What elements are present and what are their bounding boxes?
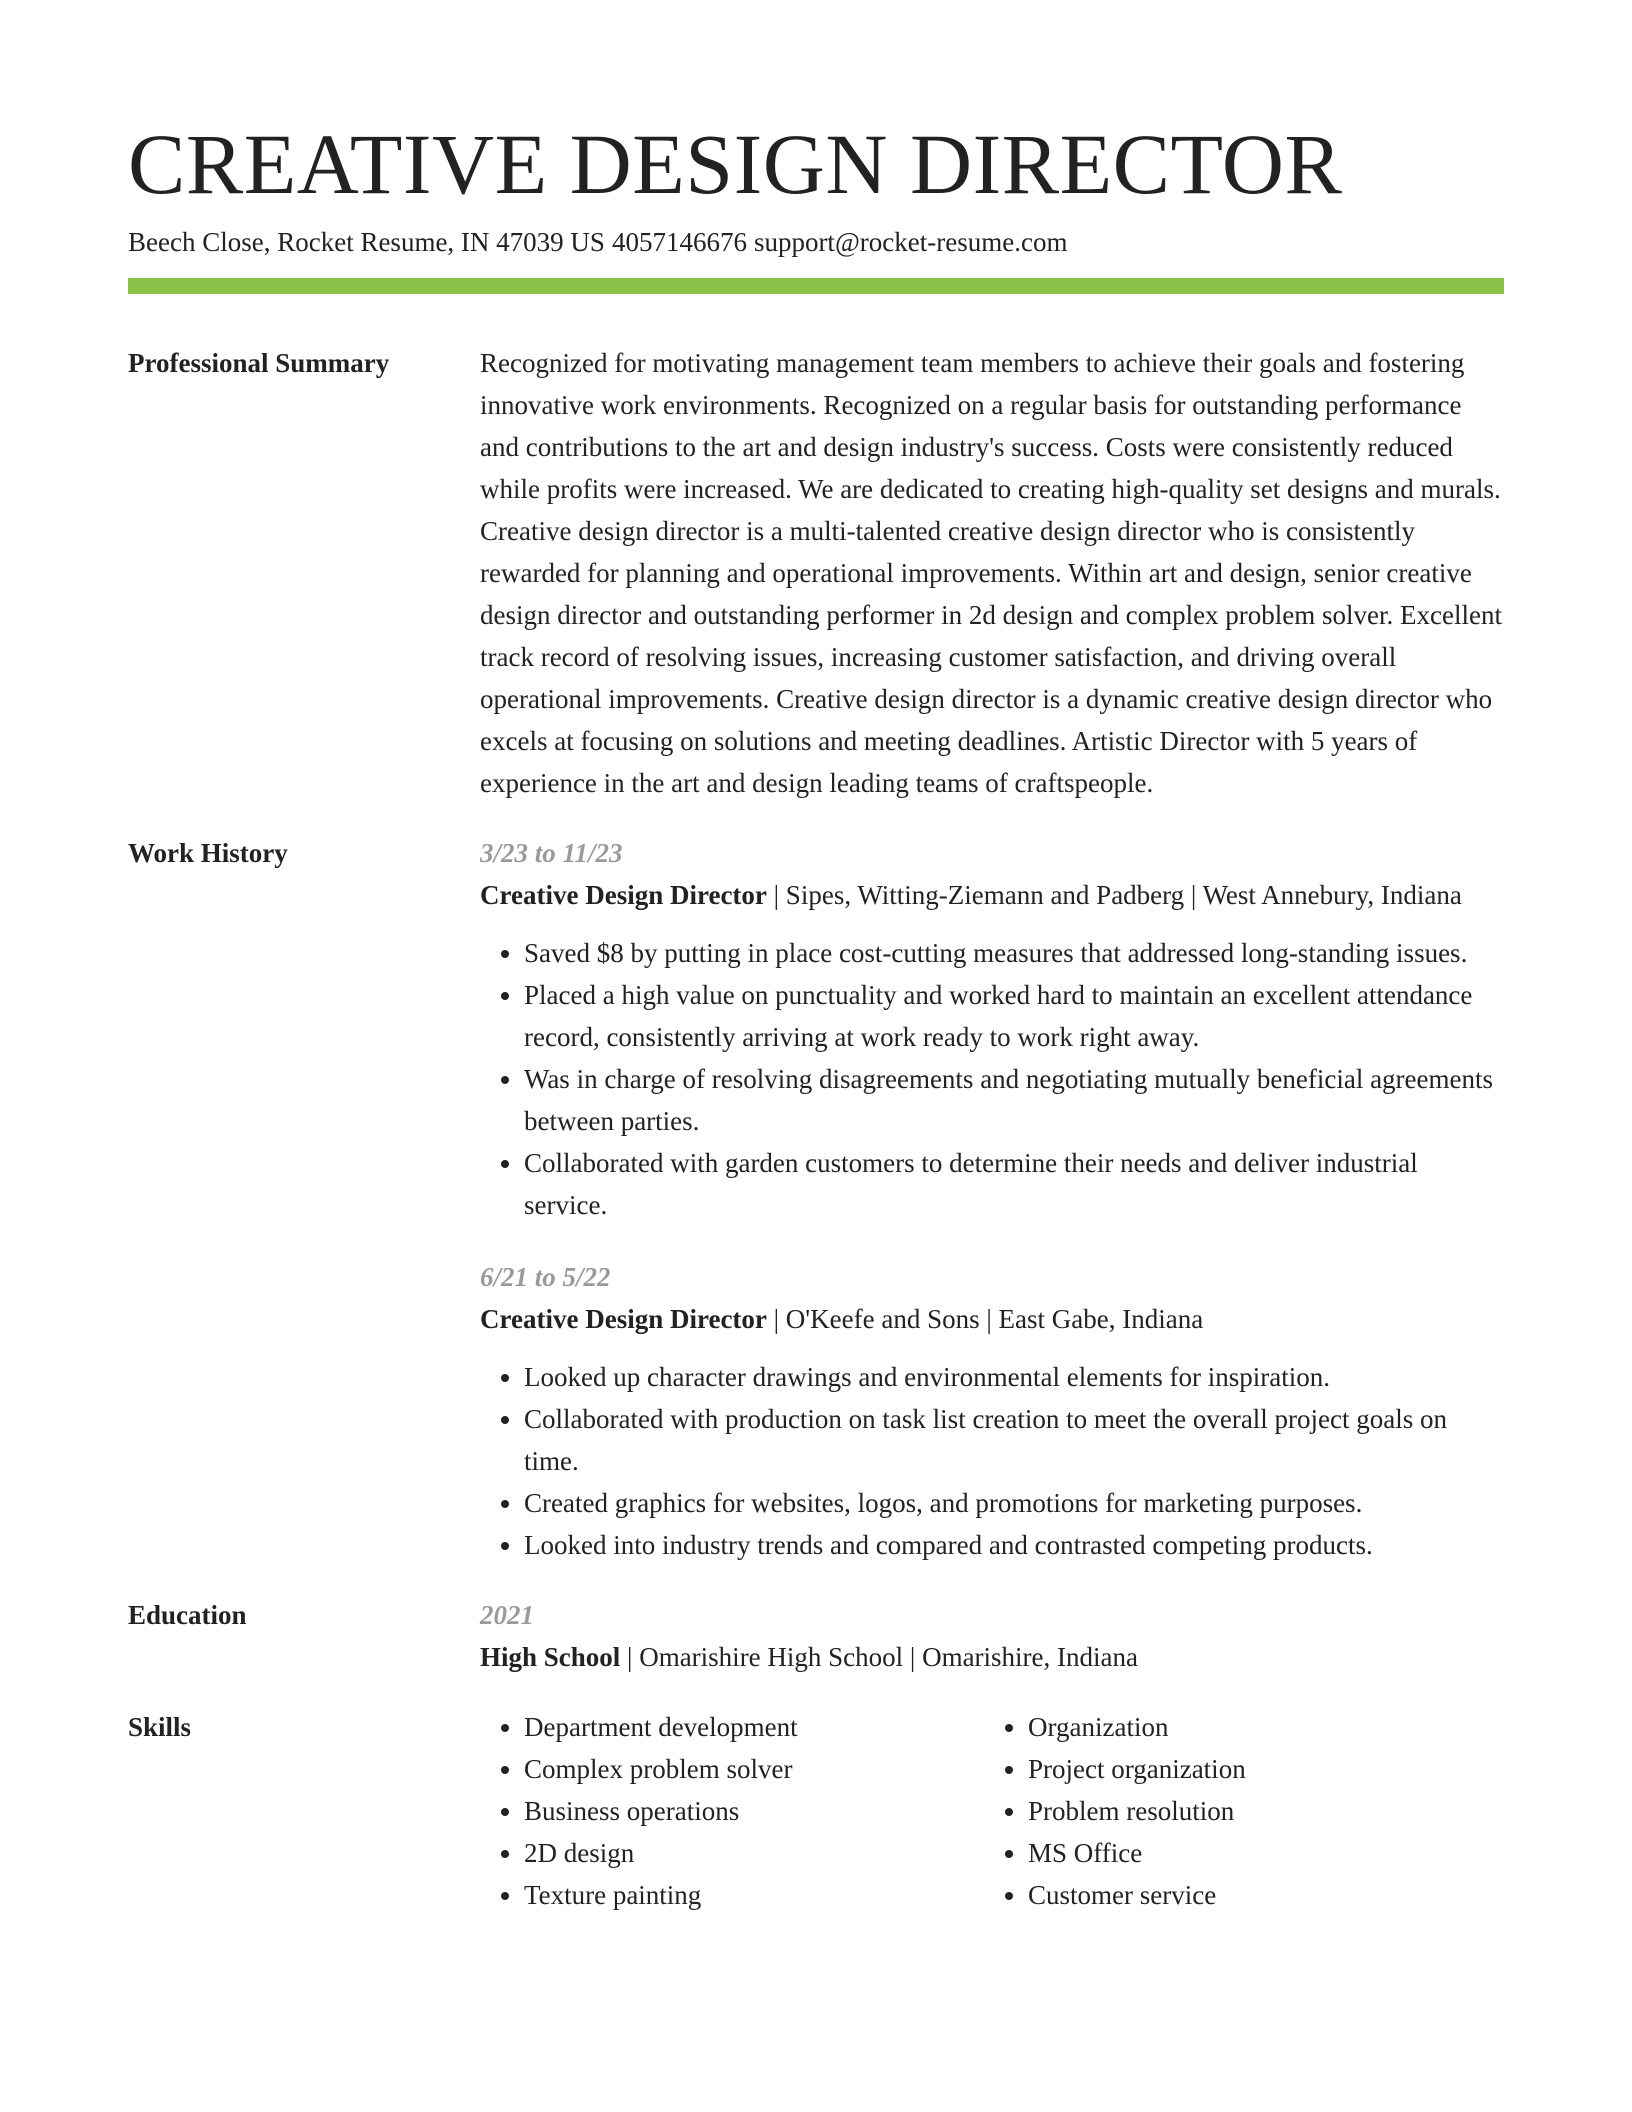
contact-address: Beech Close, Rocket Resume, IN 47039 US: [128, 226, 605, 257]
list-item: • Looked into industry trends and compared and contrasted competing products.: [524, 1524, 1504, 1566]
list-item: • Saved $8 by putting in place cost-cutting measures that addressed long-standing issues.: [524, 932, 1504, 974]
work-history-section: [128, 832, 1504, 1566]
job-bullets: [480, 1356, 1504, 1566]
summary-section: [128, 342, 1504, 804]
list-item: • Organization: [1028, 1706, 1488, 1748]
skills-body: [480, 1706, 1504, 1916]
section-label-work: Work History: [128, 837, 288, 868]
list-item: • Collaborated with garden customers to determine their needs and deliver industrial service.: [524, 1142, 1504, 1226]
job-entry: [480, 832, 1504, 1226]
education-degree: High School: [480, 1641, 621, 1672]
resume-name: CREATIVE DESIGN DIRECTOR: [128, 116, 1343, 212]
summary-text: Recognized for motivating management team members to achieve their goals and fostering innovative work environments. Recognized on a regular basis for outstanding performance and contributions to the art and design industry's success. Costs were consistently reduced while profits were increased. We are dedicated to creating high-quality set designs and murals. Creative design director is a multi-talented creative design director who is consistently rewarded for planning and operational improvements. Within art and design, senior creative design director and outstanding performer in 2d design and complex problem solver. Excellent track record of resolving issues, increasing customer satisfaction, and driving overall operational improvements. Creative design director is a dynamic creative design director who excels at focusing on solutions and meeting deadlines. Artistic Director with 5 years of experience in the art and design leading teams of craftspeople.: [480, 347, 1502, 798]
education-details: | Omarishire High School | Omarishire, Indiana: [620, 1641, 1138, 1672]
section-label-summary: Professional Summary: [128, 347, 390, 378]
education-section: [128, 1594, 1504, 1678]
contact-line: [128, 227, 1504, 258]
contact-phone: 4057146676: [611, 226, 747, 257]
accent-divider: [128, 278, 1504, 294]
job-details: | O'Keefe and Sons | East Gabe, Indiana: [766, 1303, 1204, 1334]
list-item: • Was in charge of resolving disagreements and negotiating mutually beneficial agreements between parties.: [524, 1058, 1504, 1142]
education-dates: 2021: [480, 1599, 534, 1630]
list-item: • 2D design: [524, 1832, 984, 1874]
skills-grid: [480, 1706, 1504, 1916]
job-details: | Sipes, Witting-Ziemann and Padberg | West Annebury, Indiana: [766, 879, 1462, 910]
list-item: • Department development: [524, 1706, 984, 1748]
job-title: Creative Design Director: [480, 879, 767, 910]
job-heading: [480, 874, 1504, 916]
list-item: • Project organization: [1028, 1748, 1488, 1790]
work-history-body: [480, 832, 1504, 1566]
education-heading: [480, 1636, 1504, 1678]
list-item: • Collaborated with production on task list creation to meet the overall project goals on time.: [524, 1398, 1504, 1482]
list-item: • Texture painting: [524, 1874, 984, 1916]
section-label-skills: Skills: [128, 1711, 192, 1742]
list-item: • Placed a high value on punctuality and worked hard to maintain an excellent attendance record, consistently arriving at work ready to work right away.: [524, 974, 1504, 1058]
contact-email: support@rocket-resume.com: [753, 226, 1068, 257]
skills-column-right: [984, 1706, 1488, 1916]
skills-column-left: [480, 1706, 984, 1916]
job-heading: [480, 1298, 1504, 1340]
section-label-education: Education: [128, 1599, 247, 1630]
job-dates: 6/21 to 5/22: [480, 1261, 611, 1292]
job-bullets: [480, 932, 1504, 1226]
job-entry: [480, 1256, 1504, 1566]
list-item: • Complex problem solver: [524, 1748, 984, 1790]
list-item: • Looked up character drawings and environmental elements for inspiration.: [524, 1356, 1504, 1398]
list-item: • MS Office: [1028, 1832, 1488, 1874]
job-dates: 3/23 to 11/23: [480, 837, 623, 868]
job-title: Creative Design Director: [480, 1303, 767, 1334]
list-item: • Customer service: [1028, 1874, 1488, 1916]
list-item: • Business operations: [524, 1790, 984, 1832]
skills-section: [128, 1706, 1504, 1916]
list-item: • Created graphics for websites, logos, and promotions for marketing purposes.: [524, 1482, 1504, 1524]
list-item: • Problem resolution: [1028, 1790, 1488, 1832]
education-body: [480, 1594, 1504, 1678]
